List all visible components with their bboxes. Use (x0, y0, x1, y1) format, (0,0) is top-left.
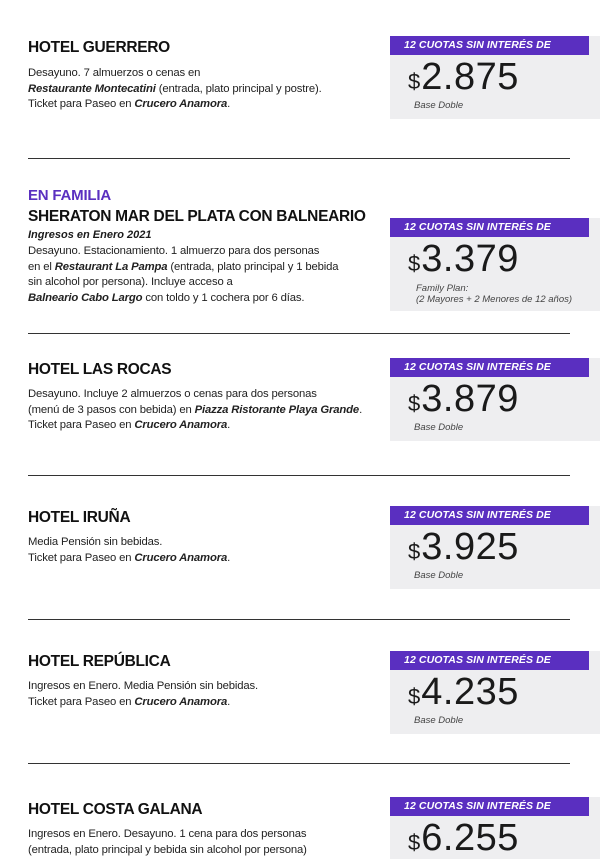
desc-line: Ticket para Paseo en Crucero Anamora. (28, 98, 231, 111)
currency-symbol: $ (408, 539, 421, 564)
price-note: Base Doble (414, 422, 464, 433)
desc-line: Ingresos en Enero. Desayuno. 1 cena para dos personas (28, 828, 307, 840)
price (408, 671, 519, 714)
price-box (390, 218, 600, 311)
hotel-description (28, 679, 388, 710)
desc-line: Ticket para Paseo en Crucero Anamora. (28, 419, 231, 432)
price-amount: 3.379 (421, 238, 519, 280)
hotel-name: HOTEL LAS ROCAS (28, 361, 172, 378)
price-amount: 4.235 (421, 671, 519, 713)
price-note: Base Doble (414, 715, 464, 726)
desc-line: Balneario Cabo Largo con toldo y 1 cochera por 6 días. (28, 291, 305, 304)
installments-badge: 12 CUOTAS SIN INTERÉS DE (390, 651, 589, 670)
hotel-name: SHERATON MAR DEL PLATA CON BALNEARIO (28, 208, 366, 225)
divider (28, 333, 570, 334)
hotel-name: HOTEL GUERRERO (28, 39, 170, 56)
installments-badge: 12 CUOTAS SIN INTERÉS DE (390, 797, 589, 816)
divider (28, 475, 570, 476)
price (408, 526, 519, 569)
price-box (390, 36, 600, 119)
desc-line: Restaurante Montecatini (entrada, plato principal y postre). (28, 82, 322, 95)
price (408, 817, 519, 859)
divider (28, 158, 570, 159)
price-box (390, 358, 600, 441)
price-amount: 6.255 (421, 817, 519, 859)
desc-line: Ticket para Paseo en Crucero Anamora. (28, 551, 231, 564)
hotel-description (28, 66, 388, 113)
installments-badge: 12 CUOTAS SIN INTERÉS DE (390, 218, 589, 237)
price-note: Base Doble (414, 100, 464, 111)
currency-symbol: $ (408, 69, 421, 94)
desc-line: Desayuno. Incluye 2 almuerzos o cenas para dos personas (28, 388, 317, 400)
hotel-name: HOTEL REPÚBLICA (28, 653, 171, 670)
divider (28, 763, 570, 764)
price-amount: 3.925 (421, 526, 519, 568)
currency-symbol: $ (408, 391, 421, 416)
hotel-name: HOTEL IRUÑA (28, 509, 131, 526)
hotel-description (28, 387, 398, 434)
hotel-description (28, 535, 388, 566)
divider (28, 619, 570, 620)
price-box (390, 651, 600, 734)
hotel-description (28, 244, 398, 306)
installments-badge: 12 CUOTAS SIN INTERÉS DE (390, 358, 589, 377)
desc-line: (menú de 3 pasos con bebida) en Piazza Ristorante Playa Grande. (28, 403, 363, 416)
desc-line: Desayuno. 7 almuerzos o cenas en (28, 67, 201, 79)
price (408, 238, 519, 281)
desc-line: en el Restaurant La Pampa (entrada, plato principal y 1 bebida (28, 260, 339, 273)
price-note: Base Doble (414, 570, 464, 581)
price (408, 56, 519, 99)
price (408, 378, 519, 421)
desc-line: Ticket para Paseo en Crucero Anamora. (28, 695, 231, 708)
family-tag: EN FAMILIA (28, 187, 111, 204)
hotel-subtitle: Ingresos en Enero 2021 (28, 229, 152, 241)
desc-line: Desayuno. Estacionamiento. 1 almuerzo para dos personas (28, 245, 320, 257)
hotel-description (28, 827, 388, 858)
currency-symbol: $ (408, 684, 421, 709)
desc-line: Ingresos en Enero. Media Pensión sin bebidas. (28, 680, 259, 692)
installments-badge: 12 CUOTAS SIN INTERÉS DE (390, 36, 589, 55)
installments-badge: 12 CUOTAS SIN INTERÉS DE (390, 506, 589, 525)
currency-symbol: $ (408, 251, 421, 276)
currency-symbol: $ (408, 830, 421, 855)
price-amount: 3.879 (421, 378, 519, 420)
price-amount: 2.875 (421, 56, 519, 98)
price-box (390, 797, 600, 859)
desc-line: sin alcohol por persona). Incluye acceso a (28, 276, 233, 289)
hotel-name: HOTEL COSTA GALANA (28, 801, 203, 818)
price-note: Family Plan: (2 Mayores + 2 Menores de 12 años) (416, 283, 573, 305)
desc-line: Media Pensión sin bebidas. (28, 536, 163, 548)
price-box (390, 506, 600, 589)
desc-line: (entrada, plato principal y bebida sin alcohol por persona) (28, 843, 307, 856)
